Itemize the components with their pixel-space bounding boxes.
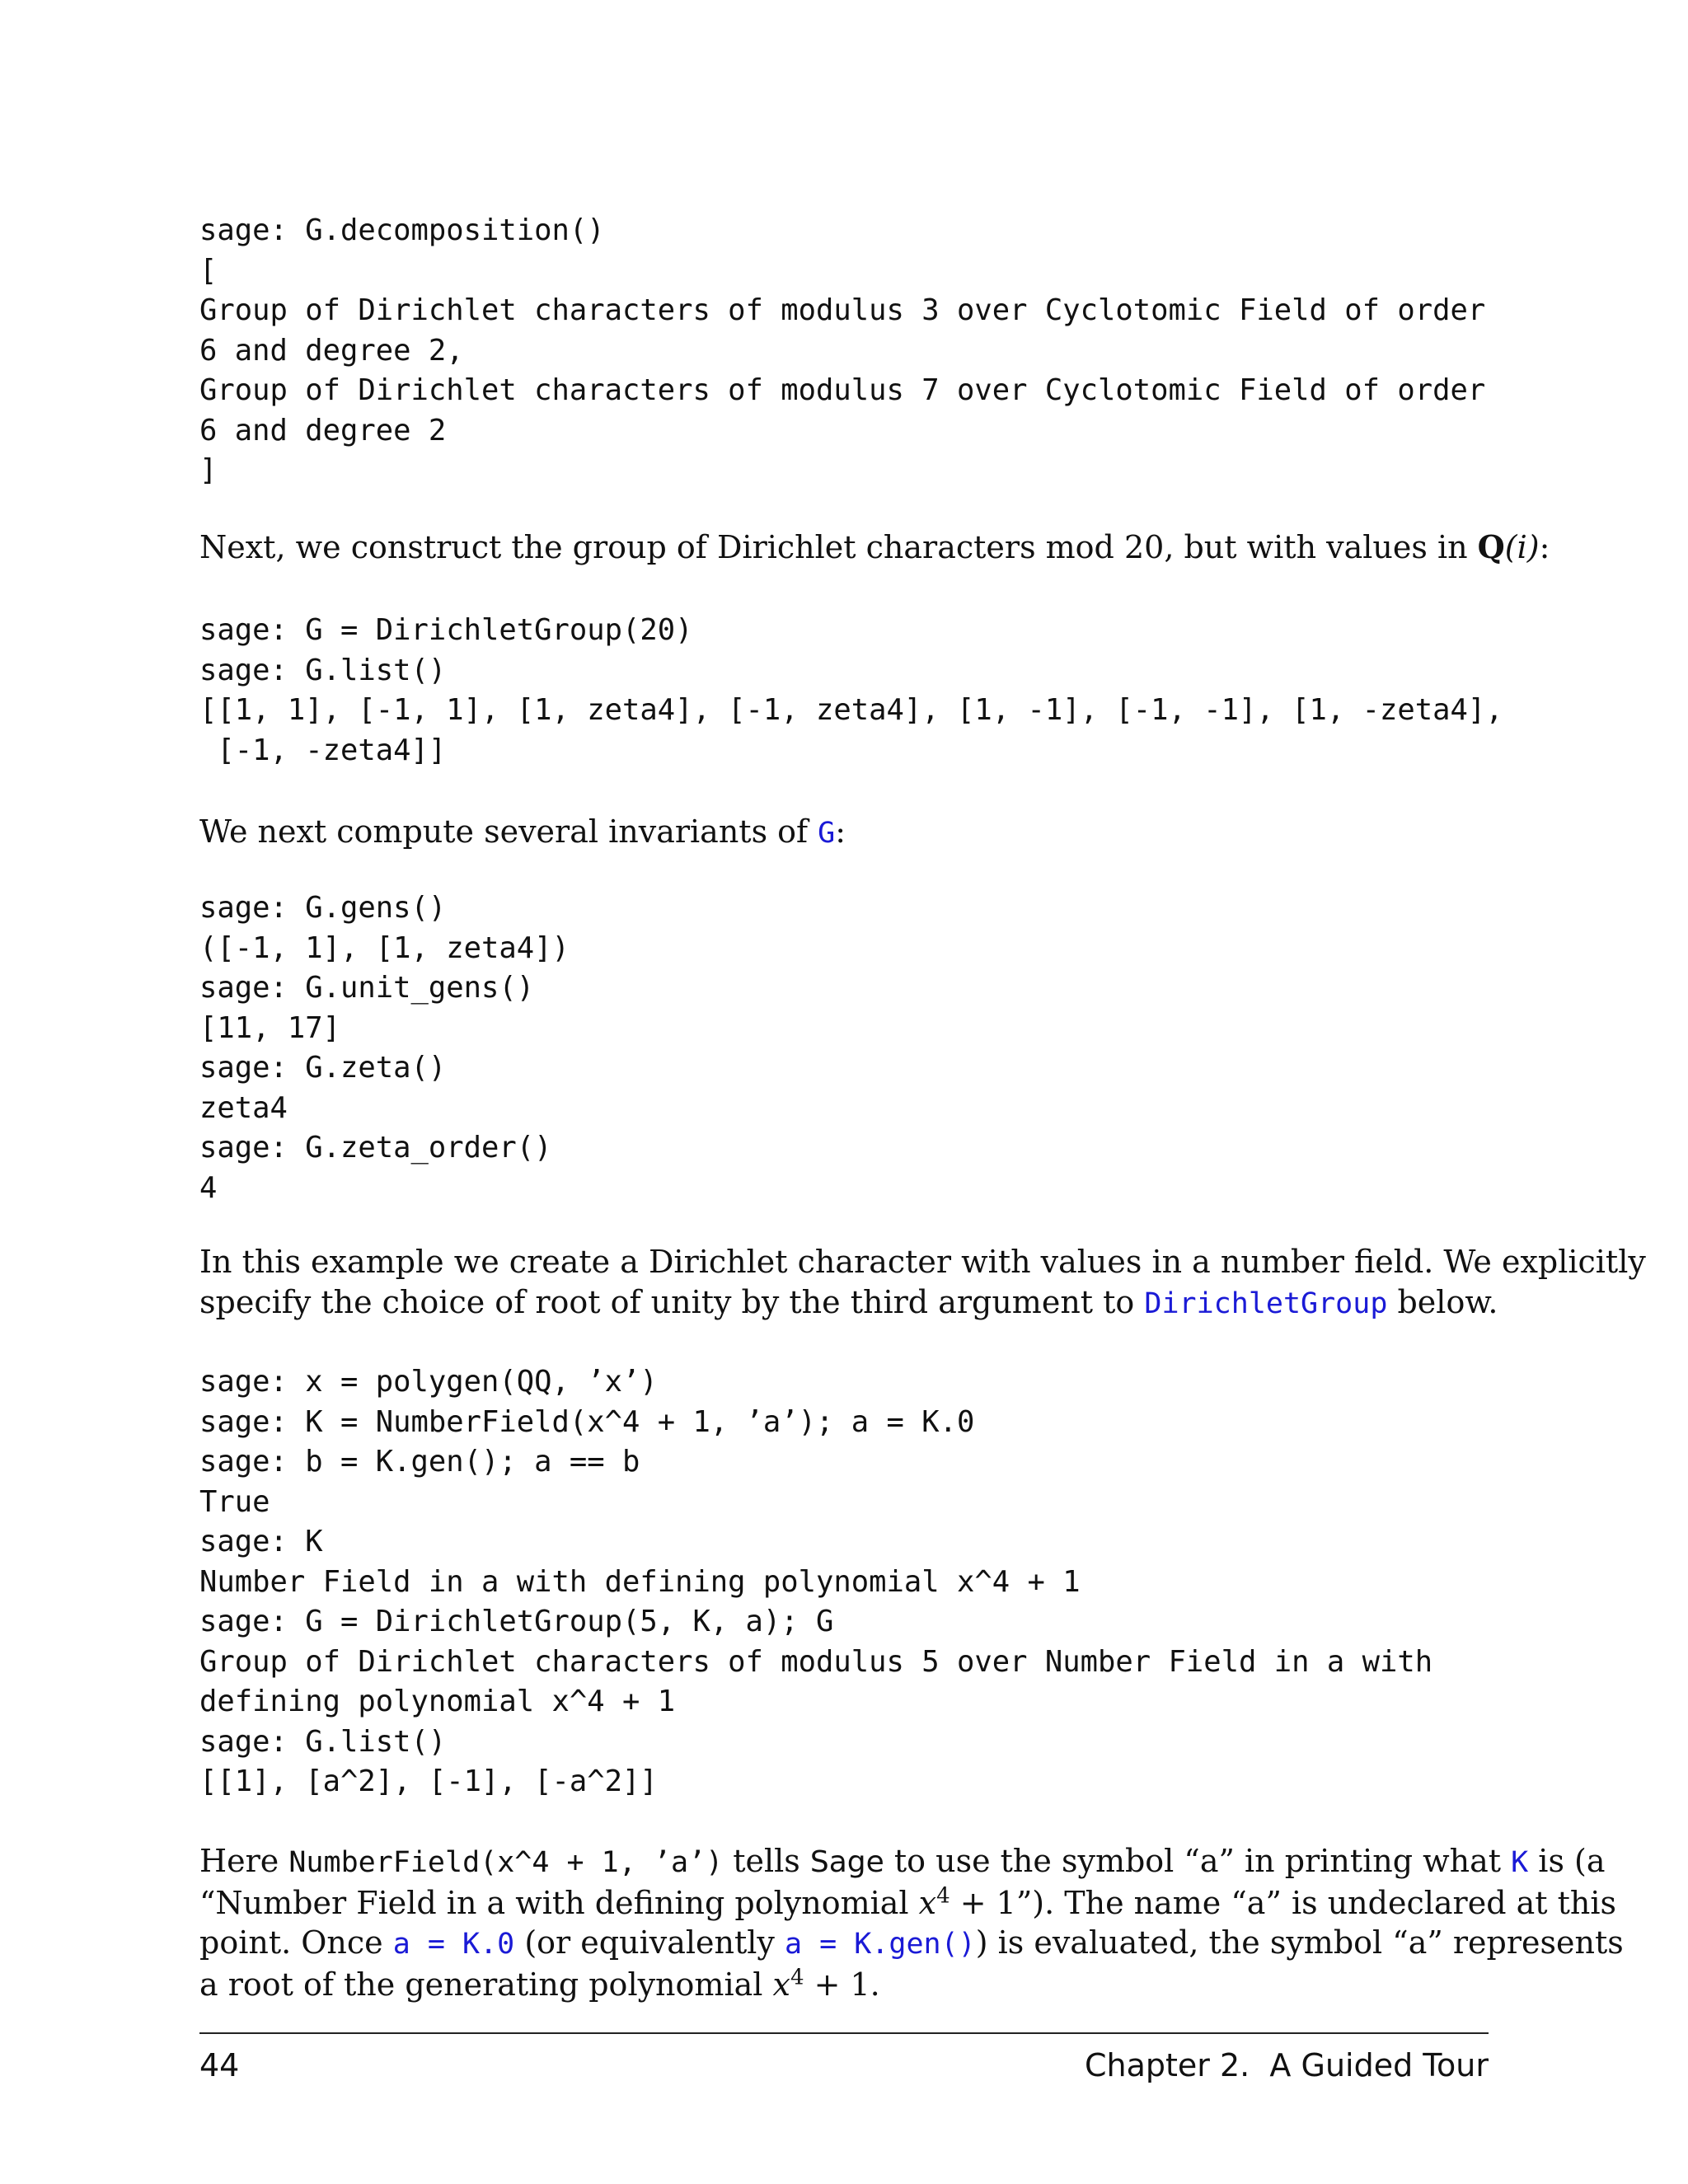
prose-text: point. Once <box>199 1924 393 1961</box>
prose-line <box>199 1841 1606 1883</box>
paragraph-number-field-example <box>199 1242 1646 1324</box>
page-number: 44 <box>199 2047 240 2083</box>
prose-text: is (a <box>1528 1843 1606 1879</box>
prose-line <box>199 1882 1617 1924</box>
code-line: sage: x = polygen(QQ, ’x’) <box>199 1365 658 1399</box>
prose-line <box>199 1282 1498 1324</box>
code-line: Group of Dirichlet characters of modulus 3 over Cyclotomic Field of order <box>199 293 1486 327</box>
code-line: ] <box>199 453 218 487</box>
prose-text: (or equivalently <box>514 1924 785 1961</box>
paragraph-invariants <box>199 812 1489 854</box>
code-line: sage: K = NumberField(x^4 + 1, ’a’); a = K.0 <box>199 1404 975 1439</box>
math-exponent: 4 <box>936 1882 950 1908</box>
math-variable: x <box>918 1884 937 1921</box>
paragraph-symbol-explanation <box>199 1841 1624 2004</box>
prose-text: specify the choice of root of unity by the third argument to <box>199 1283 1145 1320</box>
prose-text: Next, we construct the group of Dirichlet characters mod 20, but with values in <box>199 529 1478 565</box>
prose-line: In this example we create a Dirichlet character with values in a number field. We explicitly <box>199 1244 1646 1280</box>
prose-text: a root of the generating polynomial <box>199 1966 773 2003</box>
code-line: 4 <box>199 1170 218 1205</box>
paragraph-dirichlet-mod-20 <box>199 527 1550 568</box>
code-reference: DirichletGroup <box>1144 1286 1388 1320</box>
prose-line <box>199 812 1489 854</box>
chapter-title: Chapter 2. A Guided Tour <box>1085 2047 1489 2083</box>
math-variable: x <box>772 1966 790 2003</box>
code-line: sage: G = DirichletGroup(20) <box>199 613 693 647</box>
code-line: [[1], [a^2], [-1], [-a^2]] <box>199 1765 658 1798</box>
prose-text: : <box>1539 529 1550 565</box>
prose-text: ) is evaluated, the symbol “a” represents <box>975 1924 1624 1961</box>
code-line: sage: G.decomposition() <box>199 213 605 247</box>
code-reference: a = K.0 <box>392 1928 515 1961</box>
code-line: sage: G = DirichletGroup(5, K, a); G <box>199 1605 834 1638</box>
code-line: sage: b = K.gen(); a == b <box>199 1445 640 1479</box>
code-block-dirichlet-group <box>199 611 1503 771</box>
sage-name: Sage <box>809 1845 884 1879</box>
prose-text: below. <box>1387 1283 1498 1320</box>
math-text: + 1. <box>804 1966 880 2003</box>
prose-line <box>199 1923 1624 1965</box>
code-line: zeta4 <box>199 1090 288 1125</box>
code-block-invariants <box>199 888 570 1208</box>
code-line: Group of Dirichlet characters of modulus 5 over Number Field in a with <box>199 1644 1433 1679</box>
code-reference: K <box>1511 1846 1529 1879</box>
code-line: [ <box>199 253 218 288</box>
code-line: sage: G.gens() <box>199 891 447 925</box>
math-argument: (i) <box>1504 529 1540 565</box>
book-page <box>199 0 1646 2184</box>
code-line: ([-1, 1], [1, zeta4]) <box>199 930 570 965</box>
prose-text: “Number Field in a with defining polynomial <box>199 1884 919 1921</box>
rationals-symbol: Q <box>1477 528 1505 565</box>
code-line: True <box>199 1484 270 1519</box>
prose-text: tells <box>723 1843 810 1879</box>
prose-text: ”). The name “a” is undeclared at this <box>1015 1884 1617 1921</box>
code-block-decomposition <box>199 211 1485 491</box>
code-line: sage: G.zeta() <box>199 1051 447 1085</box>
code-line: [-1, -zeta4]] <box>199 733 447 767</box>
prose-line <box>199 527 1550 568</box>
prose-text: : <box>835 813 846 850</box>
code-line: sage: G.unit_gens() <box>199 971 535 1005</box>
code-reference: a = K.gen() <box>784 1928 976 1961</box>
prose-text: to use the symbol “a” in printing what <box>884 1843 1512 1879</box>
math-exponent: 4 <box>790 1964 804 1990</box>
code-line: sage: G.zeta_order() <box>199 1131 552 1165</box>
code-reference: NumberField(x^4 + 1, ’a’) <box>288 1846 724 1879</box>
page-footer <box>199 2042 1489 2088</box>
code-line: sage: G.list() <box>199 1724 447 1759</box>
code-line: Number Field in a with defining polynomial x^4 + 1 <box>199 1564 1081 1599</box>
code-line: sage: K <box>199 1525 323 1558</box>
code-line: 6 and degree 2 <box>199 413 447 448</box>
prose-text: Here <box>199 1843 289 1879</box>
code-line: Group of Dirichlet characters of modulus 7 over Cyclotomic Field of order <box>199 373 1486 407</box>
prose-text: We next compute several invariants of <box>199 813 818 850</box>
prose-line <box>199 1965 1489 2005</box>
code-block-number-field <box>199 1362 1432 1802</box>
code-line: [11, 17] <box>199 1010 340 1045</box>
code-reference: G <box>818 817 836 850</box>
code-line: defining polynomial x^4 + 1 <box>199 1685 676 1718</box>
code-line: 6 and degree 2, <box>199 333 464 368</box>
code-line: [[1, 1], [-1, 1], [1, zeta4], [-1, zeta4], [1, -1], [-1, -1], [1, -zeta4], <box>199 693 1503 727</box>
footer-rule <box>199 2032 1489 2034</box>
math-text: + 1 <box>950 1884 1016 1921</box>
code-line: sage: G.list() <box>199 653 447 687</box>
